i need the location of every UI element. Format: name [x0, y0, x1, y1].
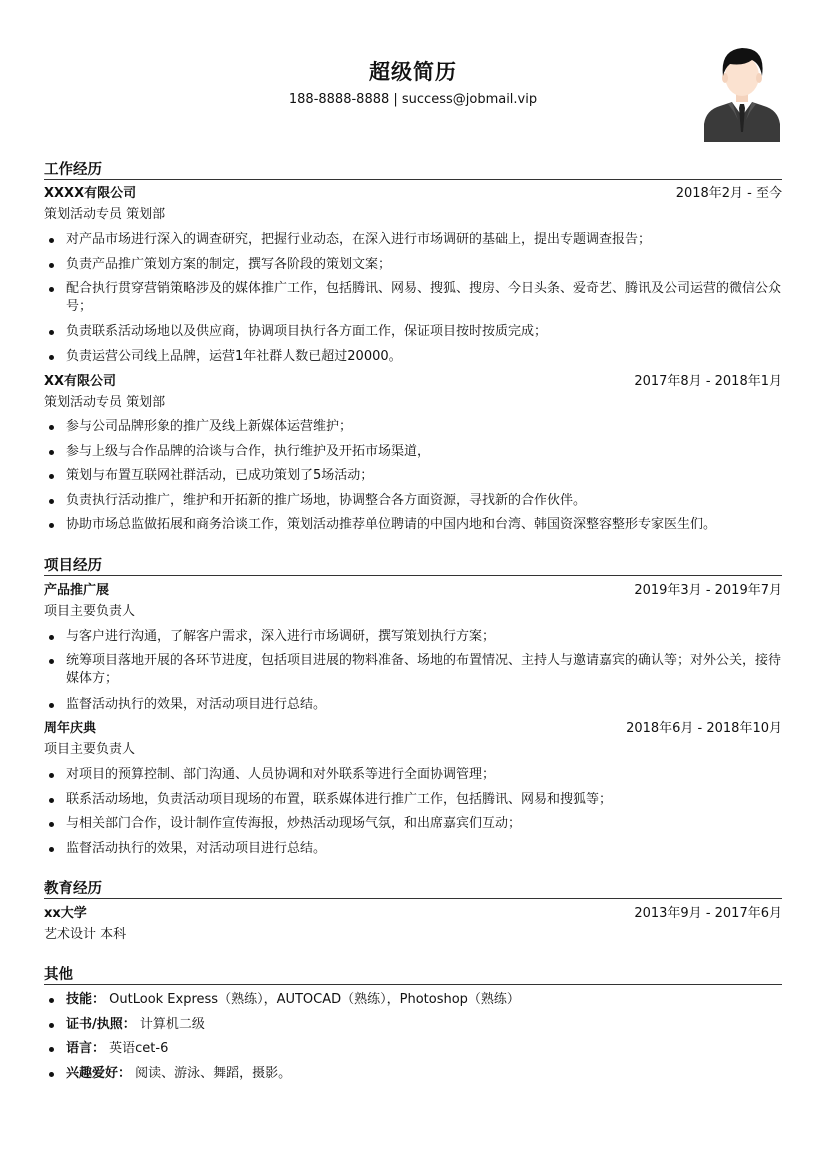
- project-1-header: [44, 582, 782, 600]
- bullet-dot-icon: [49, 450, 54, 455]
- bullet-dot-icon: [49, 1047, 54, 1052]
- job-1-company: XXXX有限公司: [44, 186, 137, 201]
- section-projects-title: 项目经历: [44, 554, 782, 576]
- bullet-dot-icon: [49, 659, 54, 664]
- bullet-dot-icon: [49, 238, 54, 243]
- bullet-dot-icon: [49, 330, 54, 335]
- avatar: [704, 42, 780, 142]
- job-1-header: [44, 185, 782, 203]
- project-1-name: 产品推广展: [44, 583, 110, 598]
- project-1-role: 项目主要负责人: [44, 604, 136, 619]
- other-item-label: 技能：: [66, 992, 106, 1007]
- bullet-dot-icon: [49, 263, 54, 268]
- other-item-value: 英语cet-6: [109, 1041, 169, 1056]
- bullet-dot-icon: [49, 1072, 54, 1077]
- job-2-header: [44, 373, 782, 391]
- bullet-dot-icon: [49, 474, 54, 479]
- bullet-dot-icon: [49, 523, 54, 528]
- project-2-header: [44, 720, 782, 738]
- bullet-dot-icon: [49, 1023, 54, 1028]
- other-item-label: 证书/执照：: [66, 1017, 136, 1032]
- job-1-role: 策划活动专员 策划部: [44, 207, 166, 222]
- section-other-title: 其他: [44, 963, 782, 985]
- bullet-dot-icon: [49, 499, 54, 504]
- section-education-title: 教育经历: [44, 877, 782, 899]
- job-1-date: 2018年2月 - 至今: [675, 186, 782, 201]
- bullet-dot-icon: [49, 798, 54, 803]
- project-2-name: 周年庆典: [44, 721, 97, 736]
- job-2-role: 策划活动专员 策划部: [44, 395, 166, 410]
- resume-name: 超级简历: [369, 60, 457, 84]
- project-2-date: 2018年6月 - 2018年10月: [626, 721, 782, 736]
- section-work-title: 工作经历: [44, 158, 782, 180]
- bullet-dot-icon: [49, 847, 54, 852]
- other-item-value: 阅读、游泳、舞蹈，摄影。: [135, 1066, 292, 1081]
- education-date: 2013年9月 - 2017年6月: [634, 906, 782, 921]
- education-header: [44, 905, 782, 923]
- project-1-date: 2019年3月 - 2019年7月: [634, 583, 782, 598]
- contact-info: 188-8888-8888 | success@jobmail.vip: [288, 92, 538, 107]
- other-item-value: 计算机二级: [139, 1017, 205, 1032]
- bullet-dot-icon: [49, 822, 54, 827]
- job-2-company: XX有限公司: [44, 374, 117, 389]
- bullet-dot-icon: [49, 998, 54, 1003]
- bullet-dot-icon: [49, 635, 54, 640]
- other-item-label: 语言：: [66, 1041, 106, 1056]
- bullet-dot-icon: [49, 703, 54, 708]
- bullet-dot-icon: [49, 355, 54, 360]
- resume-page: 超级简历 188-8888-8888 | success@jobmail.vip 工作经历 XXXX有限公司 2018年2月 - 至今 策划活动专员 策划部 对产品市场进行深入的调查研究，把握行业动态，在深入进行市场调研的基础上，提出专题调查报告； 负责产品推广策划方案的制定，撰写各阶段的策划文案； 配合执行贯穿营销策略涉及的媒体推广工作，包括腾讯、网易、搜狐、搜房、今日头条、爱奇艺、腾讯及公司运营的微信公众号； 负责联系活动场地以及供应商，协调项目执行各方面工作，保证项目按时按质完成； 负责运营公司线上品牌，运营1年社群人数已超过20000。 XX有限公司 2017年8月 - 2018年1月 策划活动专员 策划部 参与公司品牌形象的推广及线上新媒体运营维护； 参与上级与合作品牌的洽谈与合作，执行维护及开拓市场渠道， 策划与布置互联网社群活动，已成功策划了5场活动； 负责执行活动推广，维护和开拓新的推广场地，协调整合各方面资源，寻找新的合作伙伴。 协助市场总监做拓展和商务洽谈工作，策划活动推荐单位聘请的中国内地和台湾、韩国资深整容整形专家医生们。 项目经历 产品推广展 2019年3月 - 2019年7月 项目主要负责人 与客户进行沟通，了解客户需求，深入进行市场调研，撰写策划执行方案； 统筹项目落地开展的各环节进度，包括项目进展的物料准备、场地的布置情况、主持人与邀请嘉宾的确认等；对外公关，接待媒体方； 监督活动执行的效果，对活动项目进行总结。 周年庆典 2018年6月 - 2018年10月 项目主要负责人 对项目的预算控制、部门沟通、人员协调和对外联系等进行全面协调管理； 联系活动场地，负责活动项目现场的布置，联系媒体进行推广工作，包括腾讯、网易和搜狐等； 与相关部门合作，设计制作宣传海报，炒热活动现场气氛，和出席嘉宾们互动； 监督活动执行的效果，对活动项目进行总结。 教育经历 xx大学 2013年9月 - 2017年6月 艺术设计 本科 其他 技能： OutLook Express（熟练），AUTOCAD（熟练），Photoshop（熟练） 证书/执照： 计算机二级 语言： 英语cet-6 兴趣爱好： 阅读、游泳、舞蹈，摄影。: [0, 0, 826, 1169]
- project-2-role: 项目主要负责人: [44, 742, 136, 757]
- bullet-dot-icon: [49, 773, 54, 778]
- other-item-value: OutLook Express（熟练），AUTOCAD（熟练），Photoshop（熟练）: [109, 992, 520, 1007]
- education-major: 艺术设计 本科: [44, 927, 127, 942]
- other-item-label: 兴趣爱好：: [66, 1066, 132, 1081]
- bullet-dot-icon: [49, 287, 54, 292]
- education-school: xx大学: [44, 906, 87, 921]
- job-2-date: 2017年8月 - 2018年1月: [634, 374, 782, 389]
- bullet-dot-icon: [49, 425, 54, 430]
